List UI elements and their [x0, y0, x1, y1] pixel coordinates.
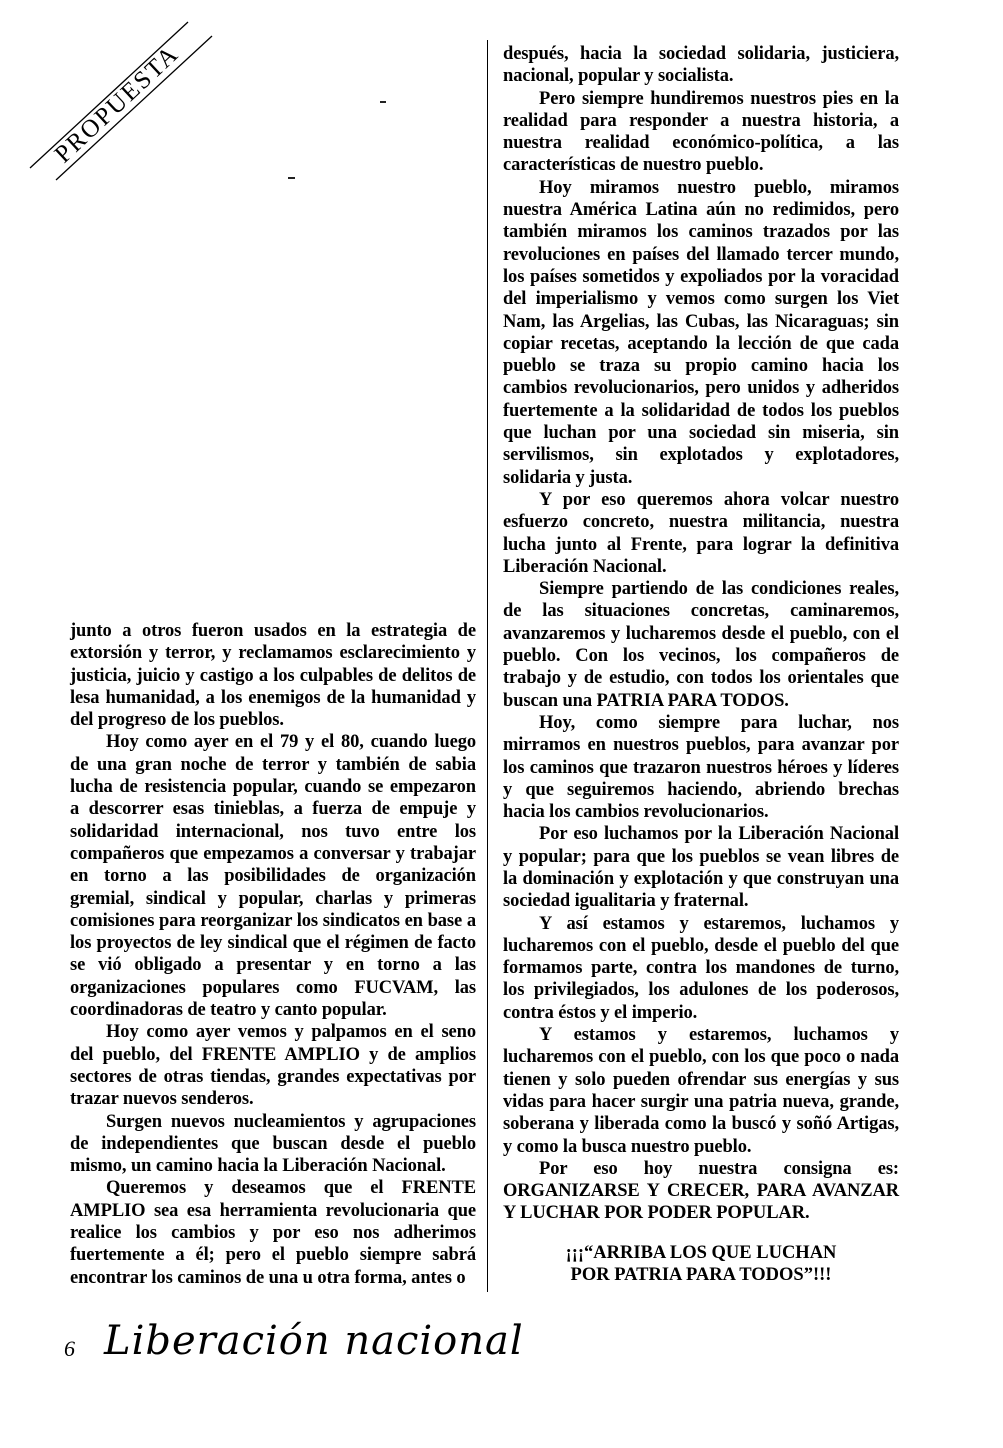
right-paragraph-2: Pero siempre hundiremos nuestros pies en la realidad para responder a nuestra historia, a nuestra realidad económico-política, a las características de nuestro pueblo.: [503, 88, 899, 176]
publication-masthead: Liberación nacional: [104, 1318, 524, 1364]
page-number: 6: [64, 1336, 75, 1361]
right-paragraph-6: Hoy, como siempre para luchar, nos mirramos en nuestros pueblos, para avanzar por los caminos que trazaron nuestros héroes y líderes y que seguiremos haciendo, abriendo brechas hacia los cambios revolucionarios.: [503, 712, 899, 823]
section-label-text: PROPUESTA: [49, 40, 185, 169]
page-footer: [64, 1318, 524, 1378]
right-paragraph-9: Y estamos y estaremos, luchamos y lucharemos con el pueblo, con los que poco o nada tienen y solo pueden ofrendar sus energías y sus vidas para hacer surgir una patria nueva, grande, soberana y liberada como la buscó y soñó Artigas, y como la busca nuestro pueblo.: [503, 1025, 899, 1157]
lower-diagonal-rule: [56, 36, 212, 180]
right-column: [503, 43, 899, 1225]
print-speck: [380, 101, 386, 103]
right-paragraph-1: después, hacia la sociedad solidaria, justiciera, nacional, popular y socialista.: [503, 44, 899, 87]
section-label-graphic: [28, 18, 218, 188]
closing-slogan-line-1: ¡¡¡“ARRIBA LOS QUE LUCHAN: [565, 1243, 837, 1263]
right-paragraph-7: Por eso luchamos por la Liberación Nacional y popular; para que los pueblos se vean libres de la dominación y explotación y que construyan una sociedad igualitaria y fraternal.: [503, 824, 899, 912]
right-paragraph-5: Siempre partiendo de las condiciones reales, de las situaciones concretas, caminaremos, avanzaremos y lucharemos desde el pueblo, con el pueblo. Con los vecinos, los compañeros de trabajo y de estudio, con todos los orientales que buscan una PATRIA PARA TODOS.: [503, 579, 899, 711]
print-speck: [288, 177, 295, 179]
right-paragraph-10: Por eso hoy nuestra consigna es: ORGANIZARSE Y CRECER, PARA AVANZAR Y LUCHAR POR PODER POPULAR.: [503, 1158, 899, 1224]
section-label: [28, 18, 218, 188]
closing-slogan: [503, 1242, 899, 1287]
left-paragraph-5: Queremos y deseamos que el FRENTE AMPLIO sea esa herramienta revolucionaria que realice los cambios y por eso nos adherimos fuertemente a él; pero el pueblo siempre sabrá encontrar los caminos de una u otra forma, antes o: [70, 1178, 476, 1288]
right-paragraph-4: Y por eso queremos ahora volcar nuestro esfuerzo concreto, nuestra militancia, nuestra lucha junto al Frente, para lograr la definitiva Liberación Nacional.: [503, 489, 899, 577]
column-divider: [487, 40, 488, 1292]
left-paragraph-3: Hoy como ayer vemos y palpamos en el seno del pueblo, del FRENTE AMPLIO y de amplios sectores de otras tiendas, grandes expectativas por trazar nuevos senderos.: [70, 1022, 476, 1110]
left-paragraph-2: Hoy como ayer en el 79 y el 80, cuando luego de una gran noche de terror y también de sabia lucha de resistencia popular, cuando se empezaron a descorrer esas tinieblas, a fuerza de empuje y solidaridad internacional, nos tuvo entre los compañeros que empezamos a conversar y trabajar en torno a las posibilidades de organización gremial, sindical y popular, charlas y primeras comisiones para reorganizar los sindicatos en base a los proyectos de ley sindical que el régimen de facto se vió obligado a presentar y en torno a las organizaciones populares como FUCVAM, las coordinadoras de teatro y canto popular.: [70, 732, 476, 1021]
left-paragraph-4: Surgen nuevos nucleamientos y agrupaciones de independientes que buscan desde el pueblo mismo, un camino hacia la Liberación Nacional.: [70, 1111, 476, 1177]
left-paragraph-1: junto a otros fueron usados en la estrategia de extorsión y terror, y reclamamos esclarecimiento y justicia, juicio y castigo a los culpables de delitos de lesa humanidad, a los enemigos de la humanidad y del progreso de los pueblos.: [70, 621, 476, 731]
closing-slogan-line-2: POR PATRIA PARA TODOS”!!!: [570, 1265, 832, 1286]
right-paragraph-8: Y así estamos y estaremos, luchamos y lucharemos con el pueblo, desde el pueblo del que formamos parte, contra los mandones de turno, los privilegiados, los adulones de los poderosos, contra éstos y el imperio.: [503, 913, 899, 1023]
left-column: [70, 620, 476, 1289]
right-paragraph-3: Hoy miramos nuestro pueblo, miramos nuestra América Latina aún no redimidos, pero también miramos los caminos trazados por las revoluciones en países del llamado tercer mundo, los países sometidos y expoliados por la voracidad del imperialismo y vemos como surgen los Viet Nam, las Argelias, las Cubas, las Nicaraguas; sin copiar recetas, aceptando la lección de que cada pueblo se traza su propio camino hacia los cambios revolucionarios, pero unidos y adheridos fuertemente a la solidaridad de todos los pueblos que luchan por una sociedad sin miseria, sin servilismos, sin explotados y explotadores, solidaria y justa.: [503, 177, 899, 488]
